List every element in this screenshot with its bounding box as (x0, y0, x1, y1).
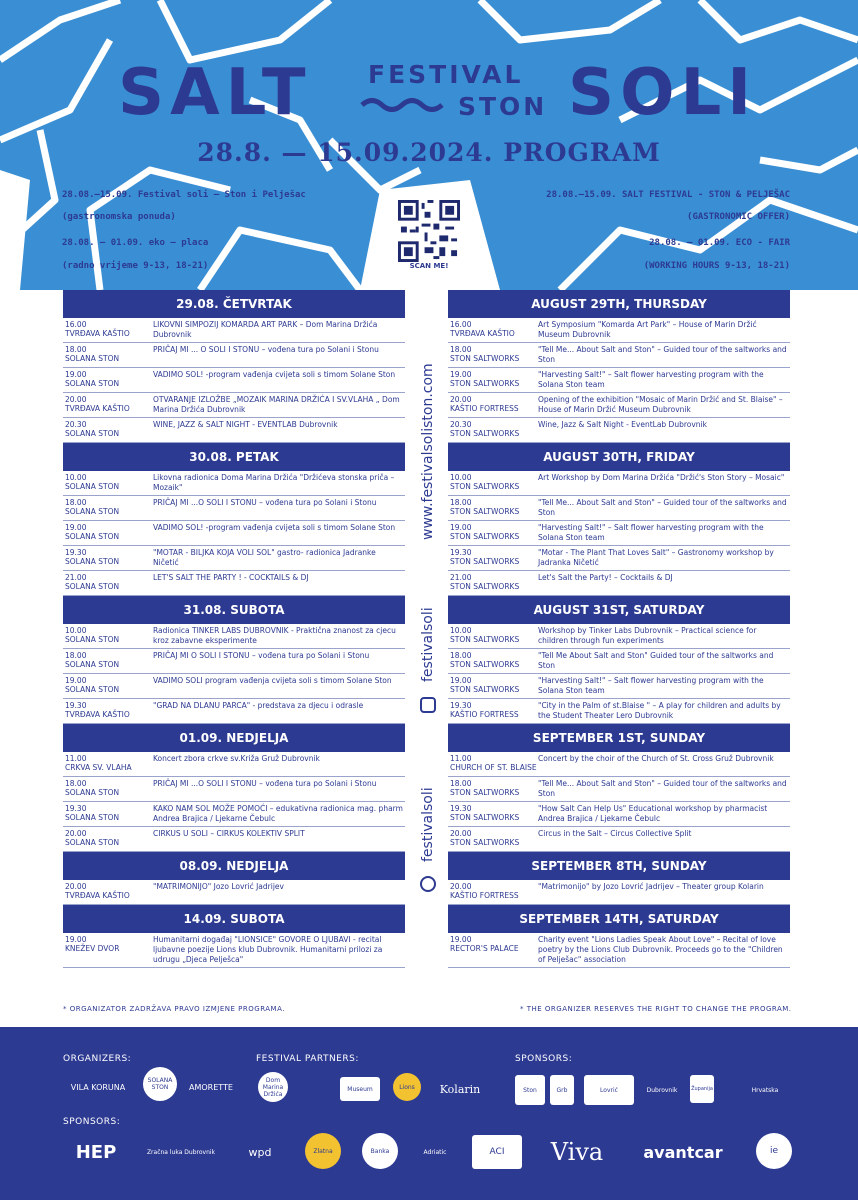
event-row (448, 368, 790, 393)
event-description: "Harvesting Salt!" – Salt flower harvesting program with the Solana Ston team (538, 370, 764, 389)
note-english: * THE ORGANIZER RESERVES THE RIGHT TO CHANGE THE PROGRAM. (520, 1005, 792, 1013)
event-row (448, 471, 790, 496)
sponsors-footer (0, 1027, 858, 1200)
event-time: 19.30 (450, 701, 472, 710)
event-time: 16.00 (65, 320, 87, 329)
event-time-place (65, 498, 153, 518)
event-row (448, 546, 790, 571)
event-description: "City in the Palm of st.Blaise " – A play for children and adults by the Student Theater Lero Dubrovnik (538, 701, 781, 720)
logo-wpd[interactable]: wpd (248, 1145, 272, 1159)
event-place: STON SALTWORKS (450, 532, 520, 541)
event-time: 20.00 (450, 395, 472, 404)
event-time-place (65, 626, 153, 646)
event-time-place (450, 320, 538, 340)
croatian-day-header: 29.08. ČETVRTAK (63, 290, 405, 318)
event-place: SOLANA STON (65, 838, 120, 847)
event-description: VADIMO SOL! -program vađenja cvijeta soli s timom Solane Ston (153, 370, 396, 379)
event-place: TVRĐAVA KAŠTIO (65, 404, 130, 413)
event-time-place (65, 473, 153, 493)
event-row (63, 777, 405, 802)
event-time: 19.30 (450, 804, 472, 813)
event-time-place (65, 573, 153, 593)
event-time-place (65, 676, 153, 696)
event-time: 18.00 (450, 779, 472, 788)
event-time-place (450, 754, 538, 774)
event-description: "Motar - The Plant That Loves Salt" – Gastronomy workshop by Jadranka Ničetić (538, 548, 774, 567)
event-time-place (65, 370, 153, 390)
event-time: 21.00 (65, 573, 87, 582)
event-place: TVRĐAVA KAŠTIO (450, 329, 515, 338)
event-row (63, 546, 405, 571)
event-row (448, 318, 790, 343)
event-time: 10.00 (65, 473, 87, 482)
logo-hep[interactable]: HEP (75, 1141, 117, 1163)
event-place: KAŠTIO FORTRESS (450, 404, 519, 413)
event-description: Concert by the choir of the Church of St. Cross Gruž Dubrovnik (538, 754, 774, 763)
event-description: "Harvesting Salt!" – Salt flower harvesting program with the Solana Ston team (538, 523, 764, 542)
event-time: 10.00 (65, 626, 87, 635)
event-place: SOLANA STON (65, 635, 120, 644)
event-place: SOLANA STON (65, 685, 120, 694)
website-link[interactable]: www.festivalsoliston.com (420, 363, 436, 540)
event-time: 19.30 (65, 548, 87, 557)
note-croatian: * ORGANIZATOR ZADRŽAVA PRAVO IZMJENE PROGRAMA. (63, 1005, 285, 1013)
event-time-place (450, 651, 538, 671)
event-description: VADIMO SOL! -program vađenja cvijeta soli s timom Solane Ston (153, 523, 396, 532)
event-time: 19.00 (65, 370, 87, 379)
event-time-place (65, 804, 153, 824)
event-time: 18.00 (65, 345, 87, 354)
croatian-day-header: 30.08. PETAK (63, 443, 405, 471)
english-day-header: AUGUST 31ST, SATURDAY (448, 596, 790, 624)
event-description: PRIČAJ MI ...O SOLI I STONU – vođena tura po Solani i Stonu (153, 779, 377, 788)
event-description: Humanitarni događaj "LIONSICE" GOVORE O LJUBAVI - recital ljubavne poezije Lions klub Dubrovnik. Humanitarni prilozi za udrugu „Djeca Pelješca" (153, 935, 383, 964)
logo-kolarin[interactable]: Kolarin (439, 1082, 481, 1096)
event-time-place (450, 804, 538, 824)
event-description: VADIMO SOLI program vađenja cvijeta soli s timom Solane Ston (153, 676, 392, 685)
event-description: "MATRIMONIJO" Jozo Lovrić Jadrijev (153, 882, 284, 891)
event-time-place (65, 754, 153, 774)
event-time-place (450, 395, 538, 415)
english-day-header: AUGUST 29TH, THURSDAY (448, 290, 790, 318)
event-place: STON SALTWORKS (450, 429, 520, 438)
event-place: STON SALTWORKS (450, 788, 520, 797)
event-description: "Harvesting Salt!" – Salt flower harvesting program with the Solana Ston team (538, 676, 764, 695)
event-place: SOLANA STON (65, 532, 120, 541)
event-time: 19.00 (65, 935, 87, 944)
event-time: 18.00 (65, 779, 87, 788)
event-time-place (65, 320, 153, 340)
logo-soli: SOLI (568, 56, 758, 130)
event-time: 19.00 (65, 523, 87, 532)
logo-lovric[interactable]: Lovrić (584, 1075, 634, 1105)
event-time-place (65, 935, 153, 965)
event-row (448, 777, 790, 802)
event-time-place (450, 370, 538, 390)
instagram-icon[interactable] (420, 697, 436, 713)
event-place: SOLANA STON (65, 788, 120, 797)
logo-solana-ston[interactable]: SOLANA STON (143, 1067, 177, 1101)
event-description: WINE, JAZZ & SALT NIGHT - EVENTLAB Dubrovnik (153, 420, 338, 429)
event-time: 18.00 (450, 498, 472, 507)
event-row (63, 827, 405, 852)
event-place: SOLANA STON (65, 557, 120, 566)
info-right-4: (WORKING HOURS 9-13, 18-21) (643, 261, 790, 271)
event-time-place (65, 882, 153, 902)
partners-label: FESTIVAL PARTNERS: (256, 1054, 359, 1064)
event-description: Opening of the exhibition "Mosaic of Marin Držić and St. Blaise" – House of Marin Držić Museum Dubrovnik (538, 395, 783, 414)
event-time: 18.00 (450, 345, 472, 354)
header (0, 0, 858, 290)
event-description: CIRKUS U SOLI – CIRKUS KOLEKTIV SPLIT (153, 829, 305, 838)
event-row (63, 343, 405, 368)
event-place: SOLANA STON (65, 507, 120, 516)
info-right-3: 28.08. — 01.09. ECO - FAIR (649, 238, 790, 248)
logo-ie[interactable]: ie (756, 1133, 792, 1169)
event-row (63, 393, 405, 418)
logo-banka[interactable]: Banka (362, 1133, 398, 1169)
event-time: 16.00 (450, 320, 472, 329)
event-row (448, 752, 790, 777)
event-row (63, 880, 405, 905)
event-place: STON SALTWORKS (450, 557, 520, 566)
event-row (63, 471, 405, 496)
logo-dom-marina-drzica[interactable]: Dom Marina Držića (258, 1072, 288, 1102)
logo-salt: SALT (118, 56, 312, 130)
event-row (448, 933, 790, 968)
event-time: 20.30 (450, 420, 472, 429)
event-time: 19.00 (450, 935, 472, 944)
english-day-header: SEPTEMBER 8TH, SUNDAY (448, 852, 790, 880)
event-row (63, 418, 405, 443)
event-row (63, 521, 405, 546)
event-place: TVRĐAVA KAŠTIO (65, 891, 130, 900)
event-row (63, 802, 405, 827)
event-place: STON SALTWORKS (450, 838, 520, 847)
event-time-place (65, 701, 153, 721)
info-left-4: (radno vrijeme 9-13, 18-21) (62, 261, 209, 271)
event-place: STON SALTWORKS (450, 482, 520, 491)
event-place: STON SALTWORKS (450, 813, 520, 822)
event-time-place (65, 523, 153, 543)
event-description: "Tell Me... About Salt and Ston" – Guided tour of the saltworks and Ston (538, 498, 787, 517)
logo-zracna-luka[interactable]: Zračna luka Dubrovnik (146, 1148, 216, 1156)
event-description: "Tell Me... About Salt and Ston" – Guided tour of the saltworks and Ston (538, 345, 787, 364)
event-description: LET'S SALT THE PARTY ! - COCKTAILS & DJ (153, 573, 309, 582)
event-time-place (450, 701, 538, 721)
event-time-place (65, 829, 153, 849)
program-column-croatian (63, 290, 405, 968)
logo-zupanija[interactable]: Županija (690, 1075, 714, 1103)
event-time-place (450, 882, 538, 902)
event-description: "Tell Me About Salt and Ston" Guided tour of the saltworks and Ston (538, 651, 774, 670)
event-description: PRIČAJ MI O SOLI I STONU – vođena tura po Solani i Stonu (153, 651, 370, 660)
event-time: 19.30 (450, 548, 472, 557)
event-description: LIKOVNI SIMPOZIJ KOMARDA ART PARK – Dom Marina Držića Dubrovnik (153, 320, 378, 339)
event-time-place (450, 573, 538, 593)
event-time-place (450, 523, 538, 543)
facebook-handle[interactable]: festivalsoli (420, 787, 436, 862)
logo-avantcar[interactable]: avantcar (643, 1142, 723, 1162)
english-day-header: SEPTEMBER 14TH, SATURDAY (448, 905, 790, 933)
event-row (63, 368, 405, 393)
event-description: Art Workshop by Dom Marina Držića "Držić's Ston Story – Mosaic" (538, 473, 785, 482)
info-right-1: 28.08.—15.09. SALT FESTIVAL - STON & PELJEŠAC (546, 190, 790, 200)
event-place: STON SALTWORKS (450, 379, 520, 388)
event-time: 10.00 (450, 626, 472, 635)
event-description: Charity event "Lions Ladies Speak About Love" – Recital of love poetry by the Lions Club Dubrovnik. Proceeds go to the "Children of Pelješac" association (538, 935, 783, 964)
event-place: TVRĐAVA KAŠTIO (65, 329, 130, 338)
event-time: 21.00 (450, 573, 472, 582)
event-row (63, 624, 405, 649)
event-place: KAŠTIO FORTRESS (450, 891, 519, 900)
event-row (63, 752, 405, 777)
sponsors-label-top: SPONSORS: (515, 1054, 573, 1064)
event-row (63, 699, 405, 724)
event-time-place (450, 935, 538, 965)
facebook-icon[interactable] (420, 876, 436, 892)
festival-word: FESTIVAL (368, 60, 524, 89)
english-day-header: SEPTEMBER 1ST, SUNDAY (448, 724, 790, 752)
event-time-place (450, 498, 538, 518)
event-place: RECTOR'S PALACE (450, 944, 519, 953)
event-row (448, 418, 790, 443)
event-row (63, 674, 405, 699)
event-description: Workshop by Tinker Labs Dubrovnik – Practical science for children through fun experiments (538, 626, 757, 645)
event-place: SOLANA STON (65, 582, 120, 591)
logo-ston[interactable]: Ston (515, 1075, 545, 1105)
event-row (448, 624, 790, 649)
event-time: 11.00 (450, 754, 472, 763)
event-time-place (65, 345, 153, 365)
qr-code[interactable] (398, 200, 460, 262)
info-right-2: (GASTRONOMIC OFFER) (687, 212, 790, 222)
wave-icon (360, 96, 450, 114)
event-time: 20.00 (450, 882, 472, 891)
event-place: TVRĐAVA KAŠTIO (65, 710, 130, 719)
event-place: KNEŽEV DVOR (65, 944, 120, 953)
event-time: 20.00 (65, 882, 87, 891)
event-time: 11.00 (65, 754, 87, 763)
info-left-2: (gastronomska ponuda) (62, 212, 176, 222)
event-place: SOLANA STON (65, 354, 120, 363)
event-place: CHURCH OF ST. BLAISE (450, 763, 537, 772)
event-description: Koncert zbora crkve sv.Križa Gruž Dubrovnik (153, 754, 320, 763)
croatian-day-header: 14.09. SUBOTA (63, 905, 405, 933)
event-description: Circus in the Salt – Circus Collective Split (538, 829, 692, 838)
event-time-place (450, 626, 538, 646)
logo-amorette[interactable]: AMORETTE (189, 1082, 233, 1092)
event-description: "How Salt Can Help Us" Educational workshop by pharmacist Andrea Brajica / Ljekarne Čebulc (538, 804, 768, 823)
event-row (63, 496, 405, 521)
info-left-3: 28.08. — 01.09. eko – placa (62, 238, 209, 248)
event-place: KAŠTIO FORTRESS (450, 710, 519, 719)
qr-label: SCAN ME! (409, 262, 449, 270)
event-row (448, 343, 790, 368)
event-description: Radionica TINKER LABS DUBROVNIK - Praktična znanost za cjecu kroz zabavne eksperimente (153, 626, 396, 645)
event-place: STON SALTWORKS (450, 635, 520, 644)
event-place: SOLANA STON (65, 813, 120, 822)
event-row (448, 521, 790, 546)
event-description: "Matrimonijo" by Jozo Lovrić Jadrijev – Theater group Kolarin (538, 882, 764, 891)
event-description: Art Symposium "Komarda Art Park" – House of Marin Držić Museum Dubrovnik (538, 320, 757, 339)
event-time-place (65, 651, 153, 671)
logo-hrvatska[interactable]: Hrvatska (751, 1086, 779, 1094)
sponsors-label-bottom: SPONSORS: (63, 1117, 121, 1127)
event-time: 20.30 (65, 420, 87, 429)
croatian-day-header: 31.08. SUBOTA (63, 596, 405, 624)
event-description: PRIČAJ MI ...O SOLI I STONU – vođena tura po Solani i Stonu (153, 498, 377, 507)
logo-viva[interactable]: Viva (550, 1138, 604, 1166)
event-description: OTVARANJE IZLOŽBE „MOZAIK MARINA DRŽIĆA I SV.VLAHA „ Dom Marina Držića Dubrovnik (153, 395, 400, 414)
event-row (448, 699, 790, 724)
event-time: 18.00 (450, 651, 472, 660)
event-row (63, 318, 405, 343)
logo-grb[interactable]: Grb (550, 1075, 574, 1105)
event-row (448, 827, 790, 852)
event-place: STON SALTWORKS (450, 354, 520, 363)
event-description: "Tell Me... About Salt and Ston" – Guided tour of the saltworks and Ston (538, 779, 787, 798)
event-time: 19.00 (450, 523, 472, 532)
info-left-1: 28.08.—15.09. Festival soli – Ston i Pelješac (62, 190, 306, 200)
program-dates-title: 28.8. — 15.09.2024. PROGRAM (197, 138, 661, 167)
event-row (63, 571, 405, 596)
event-row (63, 649, 405, 674)
ston-word: STON (458, 92, 548, 121)
event-time: 19.00 (450, 676, 472, 685)
croatian-day-header: 08.09. NEDJELJA (63, 852, 405, 880)
event-place: SOLANA STON (65, 482, 120, 491)
event-place: STON SALTWORKS (450, 660, 520, 669)
logo-lions[interactable]: Lions (393, 1073, 421, 1101)
event-time-place (450, 548, 538, 568)
event-time-place (65, 779, 153, 799)
instagram-handle[interactable]: festivalsoli (420, 607, 436, 682)
event-description: "GRAD NA DLANU PARCA" - predstava za djecu i odrasle (153, 701, 364, 710)
event-time: 19.00 (450, 370, 472, 379)
logo-museum[interactable]: Museum (340, 1077, 380, 1101)
event-time-place (65, 548, 153, 568)
event-row (448, 674, 790, 699)
event-time: 19.00 (65, 676, 87, 685)
logo-zlatna[interactable]: Zlatna (305, 1133, 341, 1169)
event-description: "MOTAR - BILJKA KOJA VOLI SOL" gastro- radionica Jadranke Ničetić (153, 548, 376, 567)
event-place: SOLANA STON (65, 660, 120, 669)
event-time-place (450, 779, 538, 799)
event-row (448, 880, 790, 905)
event-row (448, 496, 790, 521)
english-day-header: AUGUST 30TH, FRIDAY (448, 443, 790, 471)
event-description: Wine, Jazz & Salt Night - EventLab Dubrovnik (538, 420, 707, 429)
event-description: KAKO NAM SOL MOŽE POMOĆI – edukativna radionica mag. pharm Andrea Brajica / Ljekarne Čebulc (153, 804, 403, 823)
logo-aci[interactable]: ACI (472, 1135, 522, 1169)
event-time: 19.30 (65, 804, 87, 813)
logo-adriatic[interactable]: Adriatic (423, 1148, 447, 1156)
event-place: STON SALTWORKS (450, 685, 520, 694)
event-row (448, 802, 790, 827)
event-time: 18.00 (65, 498, 87, 507)
event-place: SOLANA STON (65, 379, 120, 388)
event-description: Likovna radionica Doma Marina Držića "Držićeva stonska priča – Mozaik" (153, 473, 395, 492)
event-time: 10.00 (450, 473, 472, 482)
event-row (448, 649, 790, 674)
event-description: PRIČAJ MI ... O SOLI I STONU – vođena tura po Solani i Stonu (153, 345, 379, 354)
croatian-day-header: 01.09. NEDJELJA (63, 724, 405, 752)
event-description: Let's Salt the Party! – Cocktails & DJ (538, 573, 673, 582)
event-time-place (65, 420, 153, 440)
program-column-english (448, 290, 790, 968)
event-place: STON SALTWORKS (450, 507, 520, 516)
event-time: 20.00 (65, 395, 87, 404)
event-row (448, 393, 790, 418)
event-time: 20.00 (450, 829, 472, 838)
event-time: 20.00 (65, 829, 87, 838)
event-time-place (450, 829, 538, 849)
event-time: 18.00 (65, 651, 87, 660)
logo-vila-koruna[interactable]: VILA KORUNA (70, 1082, 126, 1092)
event-place: SOLANA STON (65, 429, 120, 438)
event-time-place (450, 676, 538, 696)
logo-dubrovnik[interactable]: Dubrovnik (646, 1086, 678, 1094)
event-time-place (450, 420, 538, 440)
organizers-label: ORGANIZERS: (63, 1054, 132, 1064)
event-place: CRKVA SV. VLAHA (65, 763, 132, 772)
event-place: STON SALTWORKS (450, 582, 520, 591)
event-time-place (450, 473, 538, 493)
event-time-place (65, 395, 153, 415)
event-row (63, 933, 405, 968)
event-row (448, 571, 790, 596)
event-time-place (450, 345, 538, 365)
event-time: 19.30 (65, 701, 87, 710)
